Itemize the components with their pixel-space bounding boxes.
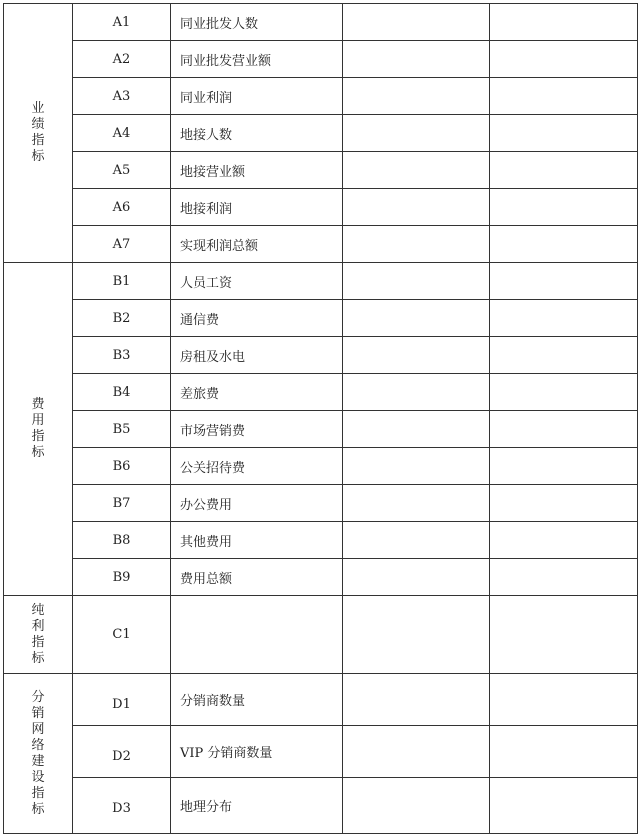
value-cell [490, 374, 638, 411]
row-code: C1 [73, 596, 171, 674]
value-cell [490, 448, 638, 485]
value-cell [343, 300, 490, 337]
row-label [171, 596, 343, 674]
category-performance: 业绩指标 [4, 4, 73, 263]
row-label: 通信费 [171, 300, 343, 337]
table-row [4, 152, 638, 189]
table-row [4, 674, 638, 726]
value-cell [490, 485, 638, 522]
row-label: 地接人数 [171, 115, 343, 152]
table-row [4, 374, 638, 411]
row-code: A5 [73, 152, 171, 189]
value-cell [490, 411, 638, 448]
table-row [4, 78, 638, 115]
value-cell [490, 41, 638, 78]
row-label: 办公费用 [171, 485, 343, 522]
value-cell [343, 263, 490, 300]
row-label: 费用总额 [171, 559, 343, 596]
table-row [4, 485, 638, 522]
value-cell [343, 596, 490, 674]
value-cell [343, 726, 490, 778]
value-cell [490, 596, 638, 674]
row-label: 其他费用 [171, 522, 343, 559]
row-code: D2 [73, 726, 171, 778]
row-label: 市场营销费 [171, 411, 343, 448]
row-code: A7 [73, 226, 171, 263]
value-cell [490, 674, 638, 726]
value-cell [490, 226, 638, 263]
table-row [4, 263, 638, 300]
value-cell [490, 4, 638, 41]
value-cell [490, 522, 638, 559]
row-code: B2 [73, 300, 171, 337]
row-code: B4 [73, 374, 171, 411]
row-label: VIP 分销商数量 [171, 726, 343, 778]
row-code: A2 [73, 41, 171, 78]
table-row [4, 596, 638, 674]
value-cell [343, 152, 490, 189]
row-label: 公关招待费 [171, 448, 343, 485]
value-cell [343, 337, 490, 374]
value-cell [343, 522, 490, 559]
value-cell [343, 411, 490, 448]
table-row [4, 448, 638, 485]
value-cell [343, 115, 490, 152]
table-row [4, 300, 638, 337]
value-cell [343, 778, 490, 834]
row-label: 同业批发人数 [171, 4, 343, 41]
table-row [4, 4, 638, 41]
value-cell [343, 78, 490, 115]
value-cell [490, 559, 638, 596]
value-cell [343, 226, 490, 263]
row-code: B8 [73, 522, 171, 559]
table-row [4, 115, 638, 152]
table-row [4, 778, 638, 834]
table-row [4, 337, 638, 374]
row-label: 同业批发营业额 [171, 41, 343, 78]
value-cell [343, 559, 490, 596]
table-row [4, 726, 638, 778]
indicator-table [3, 3, 638, 834]
value-cell [490, 78, 638, 115]
value-cell [490, 152, 638, 189]
row-code: D1 [73, 674, 171, 726]
row-label: 分销商数量 [171, 674, 343, 726]
value-cell [490, 337, 638, 374]
row-label: 人员工资 [171, 263, 343, 300]
row-code: B5 [73, 411, 171, 448]
category-expense: 费用指标 [4, 263, 73, 596]
value-cell [490, 300, 638, 337]
row-code: B6 [73, 448, 171, 485]
row-label: 实现利润总额 [171, 226, 343, 263]
row-label: 同业利润 [171, 78, 343, 115]
row-code: B3 [73, 337, 171, 374]
value-cell [490, 115, 638, 152]
row-label: 地理分布 [171, 778, 343, 834]
row-code: A6 [73, 189, 171, 226]
value-cell [343, 448, 490, 485]
value-cell [343, 4, 490, 41]
table-row [4, 189, 638, 226]
row-code: D3 [73, 778, 171, 834]
row-label: 差旅费 [171, 374, 343, 411]
value-cell [490, 263, 638, 300]
value-cell [343, 41, 490, 78]
value-cell [343, 189, 490, 226]
row-code: A1 [73, 4, 171, 41]
row-code: A4 [73, 115, 171, 152]
value-cell [343, 674, 490, 726]
row-code: A3 [73, 78, 171, 115]
table-row [4, 226, 638, 263]
row-label: 地接利润 [171, 189, 343, 226]
row-code: B9 [73, 559, 171, 596]
value-cell [490, 778, 638, 834]
category-net-profit: 纯利指标 [4, 596, 73, 674]
row-code: B1 [73, 263, 171, 300]
table-row [4, 41, 638, 78]
row-label: 房租及水电 [171, 337, 343, 374]
value-cell [343, 374, 490, 411]
row-code: B7 [73, 485, 171, 522]
table-row [4, 559, 638, 596]
value-cell [490, 189, 638, 226]
table-row [4, 411, 638, 448]
table-row [4, 522, 638, 559]
row-label: 地接营业额 [171, 152, 343, 189]
value-cell [343, 485, 490, 522]
category-distribution-network: 分销网络建设指标 [4, 674, 73, 834]
value-cell [490, 726, 638, 778]
